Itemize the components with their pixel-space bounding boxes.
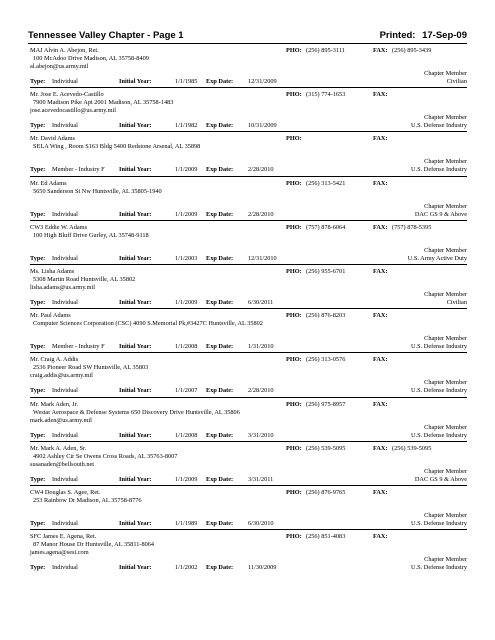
record-separator bbox=[30, 529, 467, 530]
member-record bbox=[30, 533, 467, 577]
fax-label: FAX: bbox=[373, 356, 388, 364]
chapter-member-label: Chapter Member bbox=[424, 246, 467, 254]
membership-type: Individual bbox=[52, 475, 78, 483]
exp-date-value: 3/31/2010 bbox=[248, 431, 274, 439]
chapter-member-label: Chapter Member bbox=[424, 556, 467, 564]
chapter-member-label: Chapter Member bbox=[424, 379, 467, 387]
membership-type: Individual bbox=[52, 210, 78, 218]
initial-year-value: 1/1/2009 bbox=[175, 475, 198, 483]
type-label: Type: bbox=[30, 299, 46, 306]
member-category: Civilian bbox=[446, 78, 467, 85]
membership-type: Individual bbox=[52, 254, 78, 262]
phone-value: (256) 313-5421 bbox=[306, 179, 346, 187]
phone-value: (256) 539-5095 bbox=[306, 444, 346, 452]
phone-label: PHO: bbox=[286, 400, 302, 408]
type-label: Type: bbox=[30, 520, 46, 527]
phone-label: PHO: bbox=[286, 268, 302, 275]
member-category: U.S. Defense Industry bbox=[411, 122, 467, 130]
fax-value: (256) 539-5095 bbox=[392, 444, 432, 452]
printed-date: Printed: 17-Sep-09 bbox=[379, 30, 467, 41]
fax-label: FAX: bbox=[373, 444, 388, 452]
membership-type: Individual bbox=[52, 78, 78, 85]
member-name: Ms. Lisha Adams bbox=[30, 268, 75, 275]
type-label: Type: bbox=[30, 431, 46, 439]
membership-type: Individual bbox=[52, 387, 78, 395]
initial-year-label: Initial Year: bbox=[119, 431, 152, 439]
phone-label: PHO: bbox=[286, 489, 302, 496]
exp-date-value: 12/31/2009 bbox=[248, 78, 277, 85]
phone-label: PHO: bbox=[286, 356, 302, 364]
exp-date-value: 10/31/2009 bbox=[248, 122, 277, 130]
member-email: mark.aden@us.army.mil bbox=[30, 416, 92, 424]
record-separator bbox=[30, 441, 467, 442]
member-record bbox=[30, 180, 467, 224]
phone-value: (315) 774-1653 bbox=[306, 91, 346, 99]
type-label: Type: bbox=[30, 122, 46, 130]
initial-year-value: 1/1/1985 bbox=[175, 78, 198, 85]
type-label: Type: bbox=[30, 564, 46, 572]
phone-value: (256) 313-0576 bbox=[306, 356, 346, 364]
member-category: U.S. Defense Industry bbox=[411, 520, 467, 527]
exp-date-label: Exp Date: bbox=[206, 564, 234, 572]
phone-value: (256) 955-6701 bbox=[306, 268, 346, 275]
member-address: 253 Rainbow Dr Madison, AL 35758-8776 bbox=[33, 497, 142, 504]
initial-year-label: Initial Year: bbox=[119, 520, 152, 527]
phone-label: PHO: bbox=[286, 533, 302, 541]
chapter-member-label: Chapter Member bbox=[424, 158, 467, 166]
initial-year-value: 1/1/1982 bbox=[175, 122, 198, 130]
phone-label: PHO: bbox=[286, 47, 302, 54]
fax-label: FAX: bbox=[373, 312, 388, 320]
phone-value: (256) 895-3111 bbox=[306, 47, 345, 54]
phone-label: PHO: bbox=[286, 223, 302, 231]
exp-date-label: Exp Date: bbox=[206, 166, 234, 174]
member-email: jose.acevedocastillo@us.army.mil bbox=[30, 107, 117, 115]
phone-label: PHO: bbox=[286, 444, 302, 452]
initial-year-label: Initial Year: bbox=[119, 166, 152, 174]
type-label: Type: bbox=[30, 343, 46, 351]
member-record bbox=[30, 312, 467, 356]
type-label: Type: bbox=[30, 475, 46, 483]
member-address: 100 McAdoo Drive Madison, AL 35758-8409 bbox=[33, 55, 149, 62]
member-name: CW4 Douglas S. Agee, Ret. bbox=[30, 489, 101, 496]
fax-label: FAX: bbox=[373, 400, 388, 408]
member-record bbox=[30, 445, 467, 489]
record-separator bbox=[30, 264, 467, 265]
type-label: Type: bbox=[30, 210, 46, 218]
phone-value: (256) 876-8203 bbox=[306, 312, 346, 320]
exp-date-value: 2/28/2010 bbox=[248, 166, 274, 174]
initial-year-label: Initial Year: bbox=[119, 122, 152, 130]
initial-year-value: 1/1/2009 bbox=[175, 166, 198, 174]
exp-date-label: Exp Date: bbox=[206, 254, 234, 262]
member-name: Mr. Mark Aden, Jr. bbox=[30, 400, 78, 408]
initial-year-label: Initial Year: bbox=[119, 210, 152, 218]
member-record bbox=[30, 489, 467, 533]
phone-label: PHO: bbox=[286, 179, 302, 187]
member-address: 5308 Martin Road Huntsville, AL 35802 bbox=[33, 276, 136, 283]
member-address: Computer Sciences Corporation (CSC) 4090 S.Memorial Pk,#3427C Huntsville, AL 35802 bbox=[33, 320, 263, 328]
page-header bbox=[28, 30, 467, 44]
member-name: Mr. Ed Adams bbox=[30, 179, 67, 187]
initial-year-value: 1/1/2007 bbox=[175, 387, 198, 395]
membership-type: Individual bbox=[52, 122, 78, 130]
initial-year-value: 1/1/1989 bbox=[175, 520, 198, 527]
fax-value: (256) 895-3439 bbox=[392, 47, 432, 54]
fax-label: FAX: bbox=[373, 223, 388, 231]
member-record bbox=[30, 268, 467, 312]
membership-type: Individual bbox=[52, 520, 78, 527]
exp-date-value: 3/31/2011 bbox=[248, 475, 274, 483]
member-category: DAC GS 9 & Above bbox=[414, 475, 467, 483]
initial-year-label: Initial Year: bbox=[119, 343, 152, 351]
chapter-member-label: Chapter Member bbox=[424, 202, 467, 210]
exp-date-value: 2/28/2010 bbox=[248, 387, 274, 395]
exp-date-label: Exp Date: bbox=[206, 78, 234, 85]
exp-date-label: Exp Date: bbox=[206, 122, 234, 130]
phone-label: PHO: bbox=[286, 312, 302, 320]
fax-label: FAX: bbox=[373, 489, 388, 496]
membership-type: Member - Industry F bbox=[52, 343, 105, 351]
member-email: al.abejon@us.army.mil bbox=[30, 63, 89, 70]
member-name: SFC James E. Agena, Ret. bbox=[30, 533, 97, 541]
member-email: james.agena@sesi.com bbox=[30, 549, 89, 557]
member-category: U.S. Defense Industry bbox=[411, 564, 467, 572]
member-category: DAC GS 9 & Above bbox=[414, 210, 467, 218]
initial-year-label: Initial Year: bbox=[119, 387, 152, 395]
membership-type: Individual bbox=[52, 431, 78, 439]
member-address: 5650 Sanderson St Nw Huntsville, AL 35805-1940 bbox=[33, 187, 162, 195]
member-category: U.S. Defense Industry bbox=[411, 166, 467, 174]
member-category: U.S. Defense Industry bbox=[411, 431, 467, 439]
initial-year-value: 1/1/2008 bbox=[175, 431, 198, 439]
member-record bbox=[30, 401, 467, 445]
exp-date-value: 6/30/2010 bbox=[248, 520, 274, 527]
record-separator bbox=[30, 308, 467, 309]
initial-year-value: 1/1/2008 bbox=[175, 343, 198, 351]
member-address: 100 High Bluff Drive Gurley, AL 35748-9118 bbox=[33, 231, 149, 239]
initial-year-value: 1/1/2009 bbox=[175, 210, 198, 218]
initial-year-label: Initial Year: bbox=[119, 78, 152, 85]
membership-type: Member - Industry F bbox=[52, 166, 105, 174]
record-separator bbox=[30, 131, 467, 132]
record-separator bbox=[30, 352, 467, 353]
member-address: 87 Manor House Dr Huntsville, AL 35811-8064 bbox=[33, 541, 155, 549]
phone-value: (256) 851-4083 bbox=[306, 533, 346, 541]
member-record bbox=[30, 356, 467, 400]
fax-label: FAX: bbox=[373, 533, 388, 541]
type-label: Type: bbox=[30, 166, 46, 174]
member-record bbox=[30, 224, 467, 268]
record-separator bbox=[30, 176, 467, 177]
member-address: 2536 Pioneer Road SW Huntsville, AL 35803 bbox=[33, 364, 149, 372]
member-name: Mr. Jose E. Acevedo-Castillo bbox=[30, 91, 104, 99]
member-category: U.S. Defense Industry bbox=[411, 387, 467, 395]
initial-year-label: Initial Year: bbox=[119, 254, 152, 262]
initial-year-label: Initial Year: bbox=[119, 475, 152, 483]
member-name: CW3 Eddie W. Adams bbox=[30, 223, 88, 231]
phone-value: (256) 876-9765 bbox=[306, 489, 346, 496]
exp-date-value: 1/31/2010 bbox=[248, 343, 274, 351]
record-separator bbox=[30, 397, 467, 398]
initial-year-value: 1/1/2002 bbox=[175, 564, 198, 572]
member-category: Civilian bbox=[446, 299, 467, 306]
exp-date-value: 12/31/2010 bbox=[248, 254, 277, 262]
header-rule bbox=[28, 43, 467, 44]
phone-value: (256) 975-8957 bbox=[306, 400, 346, 408]
membership-type: Individual bbox=[52, 564, 78, 572]
member-record bbox=[30, 135, 467, 179]
chapter-member-label: Chapter Member bbox=[424, 291, 467, 298]
fax-label: FAX: bbox=[373, 135, 388, 143]
chapter-member-label: Chapter Member bbox=[424, 70, 467, 77]
exp-date-value: 6/30/2011 bbox=[248, 299, 274, 306]
fax-label: FAX: bbox=[373, 47, 388, 54]
member-address: 4902 Ashley Cir Se Owens Cross Roads, AL 35763-8007 bbox=[33, 452, 178, 460]
chapter-member-label: Chapter Member bbox=[424, 335, 467, 343]
exp-date-label: Exp Date: bbox=[206, 475, 234, 483]
membership-type: Individual bbox=[52, 299, 78, 306]
member-record bbox=[30, 91, 467, 135]
chapter-member-label: Chapter Member bbox=[424, 114, 467, 122]
type-label: Type: bbox=[30, 387, 46, 395]
exp-date-label: Exp Date: bbox=[206, 210, 234, 218]
exp-date-label: Exp Date: bbox=[206, 343, 234, 351]
member-name: Mr. Mark A. Aden, Sr. bbox=[30, 444, 87, 452]
chapter-member-label: Chapter Member bbox=[424, 467, 467, 475]
member-name: Mr. Paul Adams bbox=[30, 312, 71, 320]
member-name: Mr. David Adams bbox=[30, 135, 75, 143]
phone-label: PHO: bbox=[286, 91, 302, 99]
initial-year-value: 1/1/2009 bbox=[175, 299, 198, 306]
member-category: U.S. Army Active Duty bbox=[407, 254, 467, 262]
fax-label: FAX: bbox=[373, 179, 388, 187]
exp-date-label: Exp Date: bbox=[206, 431, 234, 439]
exp-date-value: 11/30/2009 bbox=[248, 564, 277, 572]
chapter-member-label: Chapter Member bbox=[424, 512, 467, 519]
member-address: 7900 Madison Pike Apt 2001 Madison, AL 35758-1483 bbox=[33, 99, 174, 107]
fax-label: FAX: bbox=[373, 91, 388, 99]
member-address: Westar Aerospace & Defense Systems 650 Discovery Drive Huntsville, AL 35806 bbox=[33, 408, 240, 416]
record-separator bbox=[30, 87, 467, 88]
phone-label: PHO: bbox=[286, 135, 302, 143]
initial-year-label: Initial Year: bbox=[119, 299, 152, 306]
type-label: Type: bbox=[30, 78, 46, 85]
fax-value: (757) 878-5395 bbox=[392, 223, 432, 231]
exp-date-label: Exp Date: bbox=[206, 520, 234, 527]
chapter-member-label: Chapter Member bbox=[424, 423, 467, 431]
member-address: SELA Wing , Room S163 Bldg 5400 Redstone Arsenal, AL 35898 bbox=[33, 143, 201, 151]
member-email: craig.addis@us.army.mil bbox=[30, 372, 93, 380]
phone-value: (757) 878-6064 bbox=[306, 223, 346, 231]
record-separator bbox=[30, 485, 467, 486]
member-email: susanaden@bellsouth.net bbox=[30, 460, 95, 468]
exp-date-label: Exp Date: bbox=[206, 387, 234, 395]
fax-label: FAX: bbox=[373, 268, 388, 275]
initial-year-label: Initial Year: bbox=[119, 564, 152, 572]
member-record bbox=[30, 47, 467, 91]
page-title: Tennessee Valley Chapter - Page 1 bbox=[28, 30, 184, 41]
exp-date-value: 2/28/2010 bbox=[248, 210, 274, 218]
member-name: Mr. Craig A. Addis bbox=[30, 356, 79, 364]
exp-date-label: Exp Date: bbox=[206, 299, 234, 306]
record-separator bbox=[30, 220, 467, 221]
type-label: Type: bbox=[30, 254, 46, 262]
initial-year-value: 1/1/2003 bbox=[175, 254, 198, 262]
member-name: MAJ Alvin A. Abejon, Ret. bbox=[30, 47, 99, 54]
member-email: lisha.adams@us.army.mil bbox=[30, 284, 96, 291]
member-category: U.S. Defense Industry bbox=[411, 343, 467, 351]
